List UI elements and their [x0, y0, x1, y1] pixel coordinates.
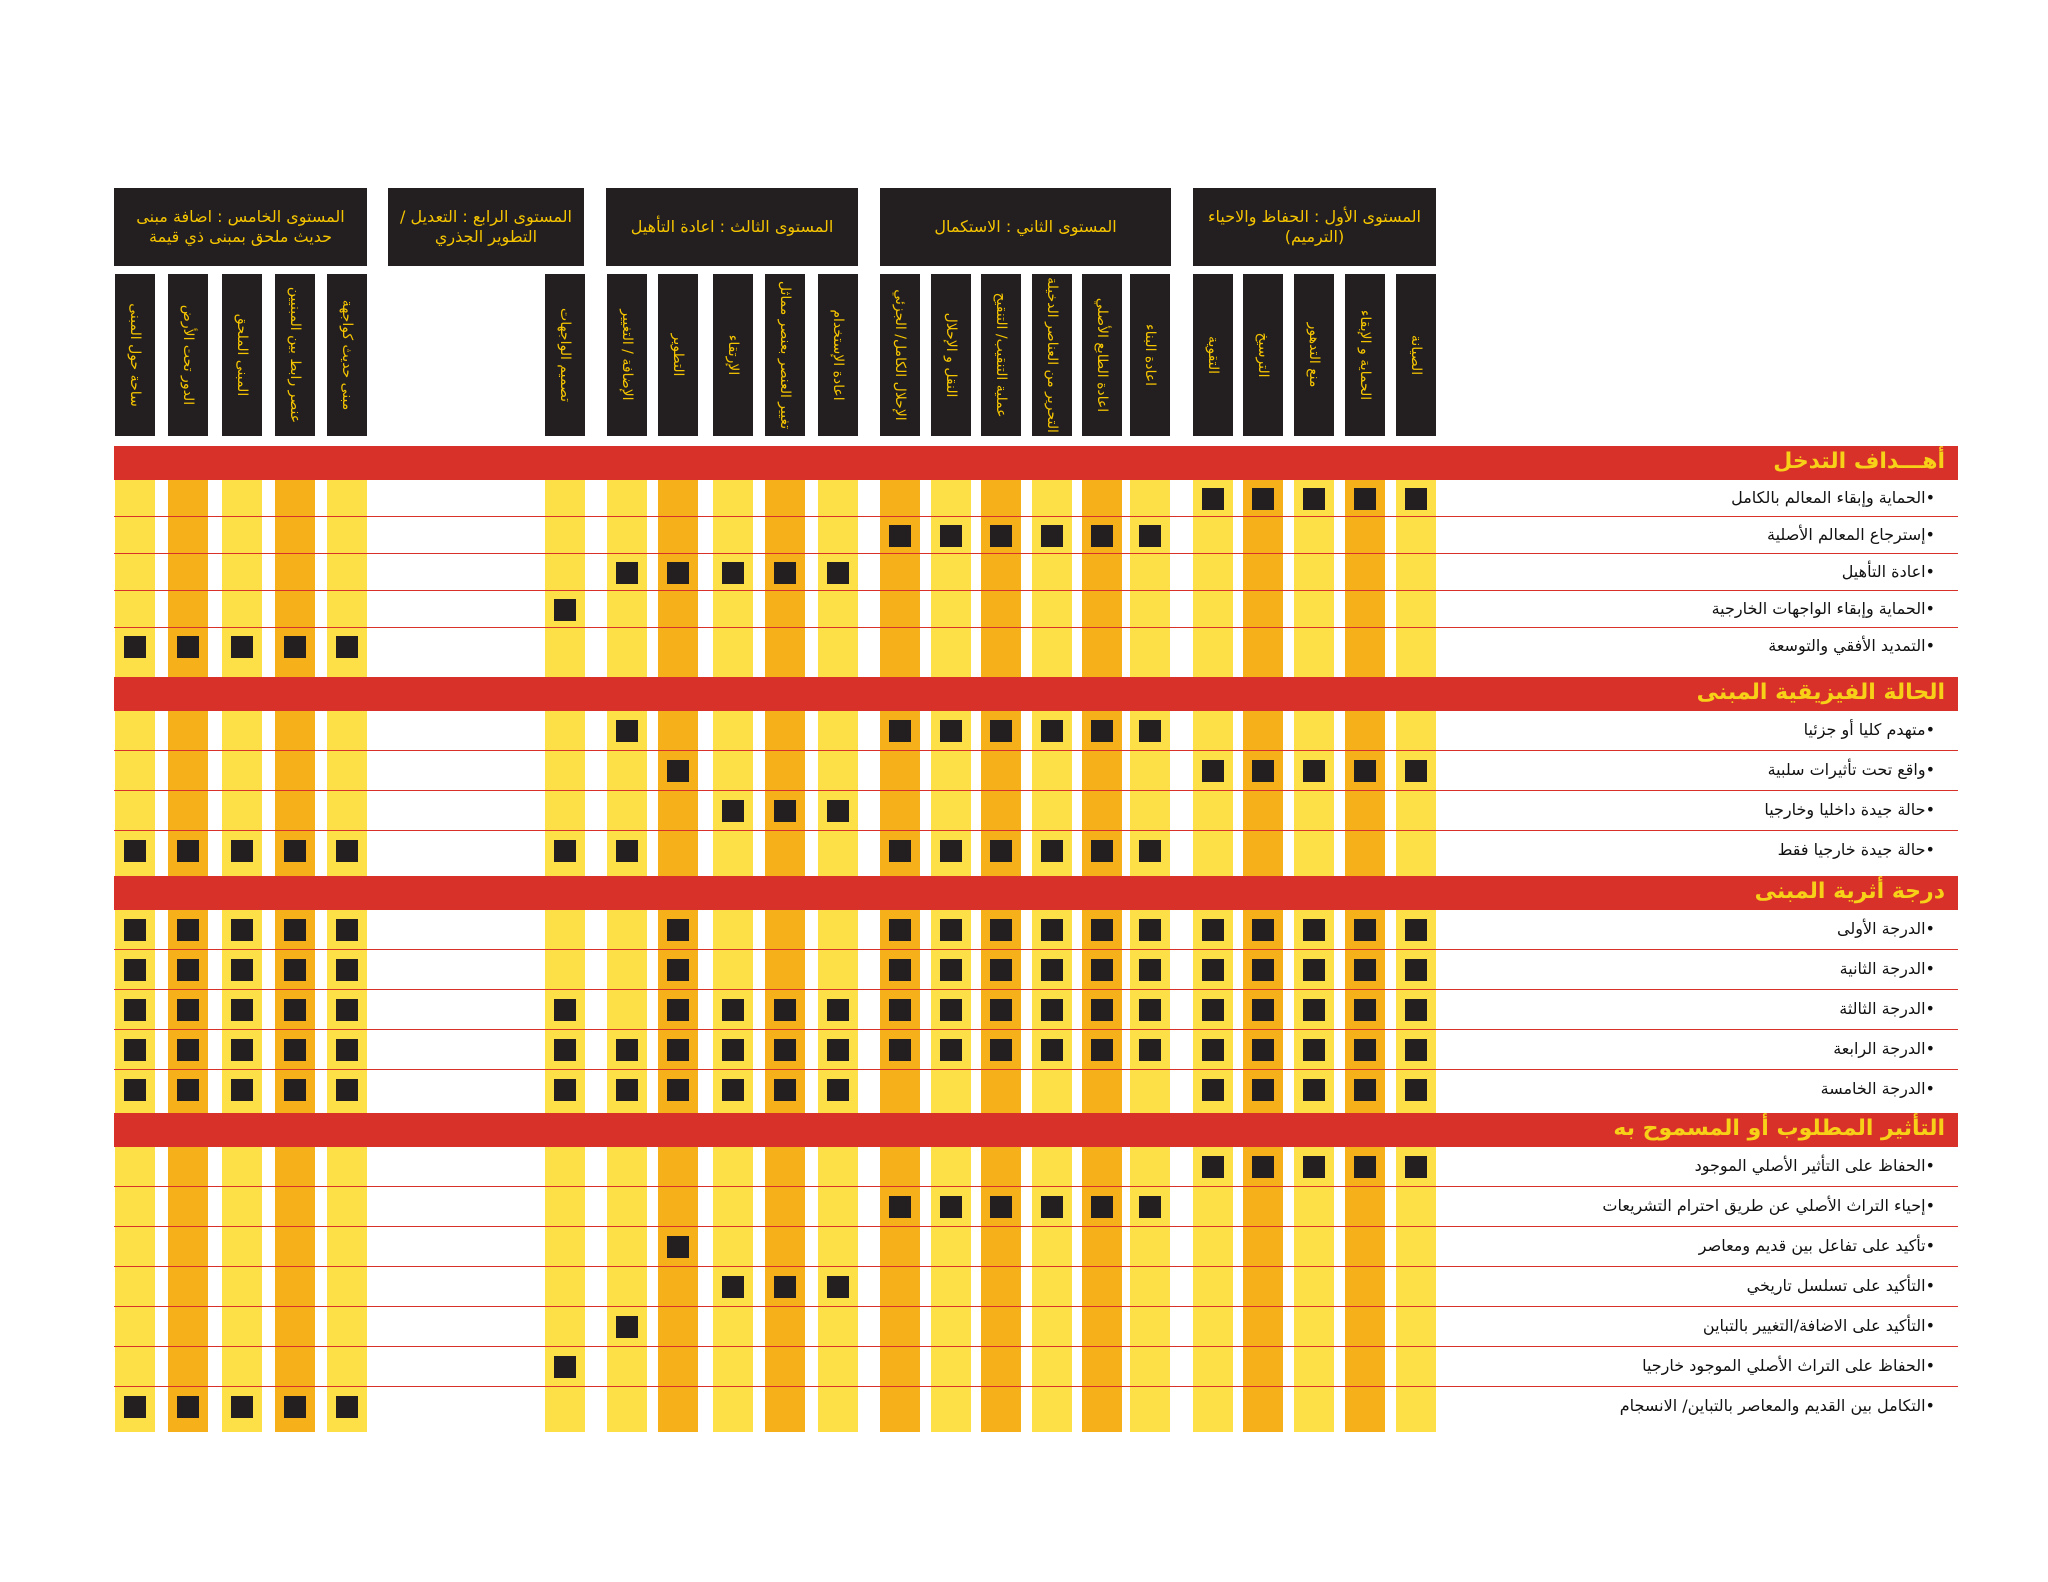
check-mark — [1091, 1196, 1113, 1218]
column-header-label: اعادة البناء — [1142, 324, 1158, 386]
check-mark — [1354, 488, 1376, 510]
column-header — [115, 274, 155, 436]
row-divider — [114, 516, 1958, 517]
check-mark — [940, 1196, 962, 1218]
check-mark — [1303, 999, 1325, 1021]
check-mark — [1405, 959, 1427, 981]
row-divider — [114, 1186, 1958, 1187]
check-mark — [1354, 919, 1376, 941]
group-header: المستوى الخامس : اضافة مبنى حديث ملحق بمبنى ذي قيمة — [114, 188, 367, 266]
column-header — [765, 274, 805, 436]
row-label: •واقع تحت تأثيرات سلبية — [1767, 760, 1935, 779]
check-mark — [1139, 919, 1161, 941]
column-header — [1243, 274, 1283, 436]
check-mark — [1405, 488, 1427, 510]
check-mark — [1041, 1196, 1063, 1218]
check-mark — [722, 800, 744, 822]
check-mark — [1405, 1039, 1427, 1061]
column-header-label: الحماية و الإبقاء — [1357, 309, 1373, 401]
row-divider — [114, 1226, 1958, 1227]
column-header-label: التحرير من العناصر الدخيلة — [1044, 277, 1060, 433]
check-mark — [1252, 959, 1274, 981]
check-mark — [1202, 1156, 1224, 1178]
check-mark — [1405, 1079, 1427, 1101]
check-mark — [722, 1039, 744, 1061]
row-divider — [114, 989, 1958, 990]
check-mark — [827, 1079, 849, 1101]
row-label: •الدرجة الأولى — [1837, 919, 1935, 938]
check-mark — [774, 1276, 796, 1298]
column-header-label: النقل و الإحلال — [943, 312, 959, 398]
check-mark — [889, 999, 911, 1021]
check-mark — [774, 1079, 796, 1101]
check-mark — [889, 720, 911, 742]
column-header — [818, 274, 858, 436]
row-label: •الحماية وإبقاء الواجهات الخارجية — [1711, 598, 1935, 618]
column-header-label: ساحة حول المبنى — [127, 303, 143, 407]
check-mark — [889, 840, 911, 862]
check-mark — [774, 562, 796, 584]
check-mark — [1202, 488, 1224, 510]
column-header-label: الإحلال الكامل/ الجزئي — [892, 289, 908, 421]
check-mark — [1354, 760, 1376, 782]
check-mark — [1139, 525, 1161, 547]
row-label: •متهدم كليا أو جزئيا — [1803, 720, 1935, 739]
check-mark — [336, 840, 358, 862]
row-label: •الحفاظ على التأثير الأصلي الموجود — [1694, 1156, 1935, 1175]
check-mark — [1202, 1079, 1224, 1101]
check-mark — [827, 999, 849, 1021]
check-mark — [667, 1236, 689, 1258]
check-mark — [889, 525, 911, 547]
column-header-label: التقوية — [1205, 335, 1221, 375]
row-label: •إسترجاع المعالم الأصلية — [1767, 524, 1935, 544]
column-header-label: عنصر رابط بين المبنيين — [287, 286, 303, 424]
check-mark — [1091, 525, 1113, 547]
column-stripe — [545, 446, 585, 1432]
check-mark — [1405, 919, 1427, 941]
check-mark — [554, 999, 576, 1021]
column-header-label: مبنى حديث كواجهة — [339, 299, 355, 411]
check-mark — [616, 720, 638, 742]
check-mark — [940, 525, 962, 547]
check-mark — [231, 636, 253, 658]
check-mark — [231, 1039, 253, 1061]
check-mark — [284, 999, 306, 1021]
column-header-label: المبنى الملحق — [234, 313, 250, 397]
row-divider — [114, 750, 1958, 751]
check-mark — [1091, 959, 1113, 981]
check-mark — [284, 1079, 306, 1101]
check-mark — [889, 919, 911, 941]
column-header-label: عملية التنقيب/ التنقيح — [993, 292, 1009, 418]
row-label: •الدرجة الثالثة — [1839, 999, 1935, 1018]
check-mark — [554, 1079, 576, 1101]
check-mark — [1202, 919, 1224, 941]
group-header: المستوى الثالث : اعادة التأهيل — [606, 188, 858, 266]
row-label: •الحفاظ على التراث الأصلي الموجود خارجيا — [1642, 1356, 1935, 1375]
check-mark — [284, 636, 306, 658]
check-mark — [1252, 1156, 1274, 1178]
check-mark — [990, 1196, 1012, 1218]
column-header-label: الدور تحت الأرض — [180, 304, 196, 406]
row-divider — [114, 553, 1958, 554]
check-mark — [1405, 1156, 1427, 1178]
check-mark — [1091, 999, 1113, 1021]
check-mark — [889, 1196, 911, 1218]
check-mark — [554, 840, 576, 862]
check-mark — [667, 999, 689, 1021]
check-mark — [1091, 919, 1113, 941]
column-header — [1345, 274, 1385, 436]
check-mark — [231, 840, 253, 862]
column-stripe — [607, 446, 647, 1432]
check-mark — [336, 999, 358, 1021]
row-label: •الدرجة الرابعة — [1833, 1039, 1935, 1058]
check-mark — [827, 562, 849, 584]
check-mark — [889, 1039, 911, 1061]
column-header-label: منع التدهور — [1306, 322, 1322, 388]
section-band — [114, 876, 1958, 910]
check-mark — [1202, 999, 1224, 1021]
row-label: •اعادة التأهيل — [1841, 561, 1935, 581]
section-title: التأثير المطلوب أو المسموح به — [1613, 1116, 1945, 1141]
check-mark — [1252, 919, 1274, 941]
row-divider — [114, 1386, 1958, 1387]
check-mark — [990, 720, 1012, 742]
check-mark — [774, 999, 796, 1021]
column-header — [1082, 274, 1122, 436]
column-header — [981, 274, 1021, 436]
check-mark — [1252, 1039, 1274, 1061]
check-mark — [667, 760, 689, 782]
column-header — [607, 274, 647, 436]
check-mark — [554, 1039, 576, 1061]
check-mark — [554, 599, 576, 621]
check-mark — [990, 999, 1012, 1021]
check-mark — [1252, 999, 1274, 1021]
check-mark — [1354, 1079, 1376, 1101]
check-mark — [990, 525, 1012, 547]
check-mark — [1091, 1039, 1113, 1061]
check-mark — [616, 1316, 638, 1338]
check-mark — [284, 1039, 306, 1061]
check-mark — [1202, 959, 1224, 981]
group-header: المستوى الرابع : التعديل / التطوير الجذري — [388, 188, 584, 266]
check-mark — [990, 919, 1012, 941]
check-mark — [284, 840, 306, 862]
check-mark — [1139, 840, 1161, 862]
check-mark — [616, 1079, 638, 1101]
column-header — [168, 274, 208, 436]
check-mark — [990, 1039, 1012, 1061]
check-mark — [1091, 840, 1113, 862]
row-label: •التمديد الأفقي والتوسعة — [1768, 635, 1935, 655]
check-mark — [940, 999, 962, 1021]
column-header-label: التطوير — [670, 333, 686, 377]
check-mark — [124, 840, 146, 862]
column-header — [222, 274, 262, 436]
check-mark — [177, 999, 199, 1021]
check-mark — [940, 919, 962, 941]
check-mark — [774, 1039, 796, 1061]
check-mark — [1303, 760, 1325, 782]
check-mark — [336, 1079, 358, 1101]
row-label: •الحماية وإبقاء المعالم بالكامل — [1731, 487, 1935, 507]
row-divider — [114, 830, 1958, 831]
check-mark — [667, 1039, 689, 1061]
check-mark — [1252, 488, 1274, 510]
column-header — [1294, 274, 1334, 436]
check-mark — [1354, 1156, 1376, 1178]
check-mark — [231, 1396, 253, 1418]
check-mark — [940, 840, 962, 862]
check-mark — [231, 919, 253, 941]
check-mark — [1041, 959, 1063, 981]
row-divider — [114, 1069, 1958, 1070]
row-divider — [114, 1029, 1958, 1030]
check-mark — [284, 1396, 306, 1418]
row-divider — [114, 627, 1958, 628]
check-mark — [177, 1079, 199, 1101]
check-mark — [1041, 525, 1063, 547]
check-mark — [616, 562, 638, 584]
check-mark — [336, 1039, 358, 1061]
row-label: •الدرجة الخامسة — [1820, 1079, 1935, 1098]
check-mark — [1354, 959, 1376, 981]
section-title: الحالة الفيزيقية المبنى — [1696, 680, 1945, 705]
column-header — [545, 274, 585, 436]
check-mark — [177, 1039, 199, 1061]
check-mark — [124, 999, 146, 1021]
row-divider — [114, 590, 1958, 591]
check-mark — [231, 1079, 253, 1101]
check-mark — [616, 840, 638, 862]
check-mark — [889, 959, 911, 981]
row-divider — [114, 1266, 1958, 1267]
check-mark — [336, 1396, 358, 1418]
column-header-label: الإرتقاء — [725, 334, 741, 376]
check-mark — [1041, 919, 1063, 941]
check-mark — [1202, 760, 1224, 782]
row-label: •التأكيد على تسلسل تاريخي — [1746, 1276, 1935, 1295]
row-label: •التأكيد على الاضافة/التغيير بالتباين — [1702, 1316, 1935, 1335]
row-label: •التكامل بين القديم والمعاصر بالتباين/ الانسجام — [1619, 1396, 1935, 1415]
check-mark — [336, 959, 358, 981]
column-header-label: اعادة الإستخدام — [830, 309, 846, 401]
check-mark — [177, 1396, 199, 1418]
column-header — [327, 274, 367, 436]
check-mark — [284, 959, 306, 981]
check-mark — [667, 919, 689, 941]
check-mark — [940, 1039, 962, 1061]
column-header-label: الترسيخ — [1255, 332, 1271, 378]
column-header-label: تغيير العنصر بعنصر مماثل — [777, 280, 793, 430]
check-mark — [336, 636, 358, 658]
check-mark — [1041, 1039, 1063, 1061]
check-mark — [1303, 919, 1325, 941]
check-mark — [667, 562, 689, 584]
check-mark — [1139, 1039, 1161, 1061]
check-mark — [177, 919, 199, 941]
check-mark — [616, 1039, 638, 1061]
column-header — [1032, 274, 1072, 436]
check-mark — [722, 562, 744, 584]
section-title: أهـــداف التدخل — [1773, 449, 1945, 474]
row-divider — [114, 1306, 1958, 1307]
section-band — [114, 677, 1958, 711]
check-mark — [1139, 959, 1161, 981]
check-mark — [990, 959, 1012, 981]
check-mark — [722, 1079, 744, 1101]
column-header — [880, 274, 920, 436]
check-mark — [1354, 999, 1376, 1021]
check-mark — [1405, 760, 1427, 782]
group-header: المستوى الأول : الحفاظ والاحياء (الترميم) — [1193, 188, 1436, 266]
check-mark — [124, 1039, 146, 1061]
check-mark — [124, 636, 146, 658]
check-mark — [1252, 760, 1274, 782]
column-header — [658, 274, 698, 436]
check-mark — [722, 999, 744, 1021]
check-mark — [177, 959, 199, 981]
column-header — [1130, 274, 1170, 436]
row-label: •الدرجة الثانية — [1839, 959, 1935, 978]
check-mark — [284, 919, 306, 941]
check-mark — [1303, 959, 1325, 981]
check-mark — [827, 1276, 849, 1298]
check-mark — [1303, 488, 1325, 510]
column-header — [275, 274, 315, 436]
column-header — [1396, 274, 1436, 436]
check-mark — [1139, 999, 1161, 1021]
row-label: •إحياء التراث الأصلي عن طريق احترام التشريعات — [1602, 1196, 1935, 1215]
check-mark — [1354, 1039, 1376, 1061]
row-label: •حالة جيدة داخليا وخارجيا — [1764, 800, 1935, 819]
check-mark — [667, 1079, 689, 1101]
check-mark — [124, 919, 146, 941]
column-header-label: الإضافة / التغيير — [619, 309, 635, 401]
check-mark — [1303, 1039, 1325, 1061]
check-mark — [1405, 999, 1427, 1021]
column-header — [1193, 274, 1233, 436]
column-header — [713, 274, 753, 436]
check-mark — [940, 959, 962, 981]
check-mark — [1091, 720, 1113, 742]
check-mark — [231, 959, 253, 981]
check-mark — [722, 1276, 744, 1298]
row-label: •حالة جيدة خارجيا فقط — [1777, 840, 1935, 859]
section-title: درجة أثرية المبنى — [1754, 879, 1945, 904]
check-mark — [990, 840, 1012, 862]
check-mark — [177, 840, 199, 862]
check-mark — [667, 959, 689, 981]
check-mark — [827, 1039, 849, 1061]
column-header-label: تصميم الواجهات — [557, 308, 573, 402]
check-mark — [1303, 1079, 1325, 1101]
check-mark — [1041, 720, 1063, 742]
check-mark — [124, 959, 146, 981]
check-mark — [1252, 1079, 1274, 1101]
row-divider — [114, 949, 1958, 950]
check-mark — [177, 636, 199, 658]
check-mark — [124, 1079, 146, 1101]
row-divider — [114, 790, 1958, 791]
check-mark — [231, 999, 253, 1021]
row-divider — [114, 1346, 1958, 1347]
check-mark — [1139, 1196, 1161, 1218]
check-mark — [124, 1396, 146, 1418]
check-mark — [940, 720, 962, 742]
check-mark — [1139, 720, 1161, 742]
check-mark — [827, 800, 849, 822]
check-mark — [774, 800, 796, 822]
check-mark — [1303, 1156, 1325, 1178]
row-label: •تأكيد على تفاعل بين قديم ومعاصر — [1698, 1236, 1935, 1255]
section-band — [114, 446, 1958, 480]
column-header-label: الصيانة — [1408, 334, 1424, 376]
column-header — [931, 274, 971, 436]
check-mark — [1202, 1039, 1224, 1061]
column-header-label: اعادة الطابع الأصلي — [1094, 297, 1110, 413]
check-mark — [554, 1356, 576, 1378]
check-mark — [336, 919, 358, 941]
group-header: المستوى الثاني : الاستكمال — [880, 188, 1171, 266]
check-mark — [1041, 999, 1063, 1021]
check-mark — [1041, 840, 1063, 862]
